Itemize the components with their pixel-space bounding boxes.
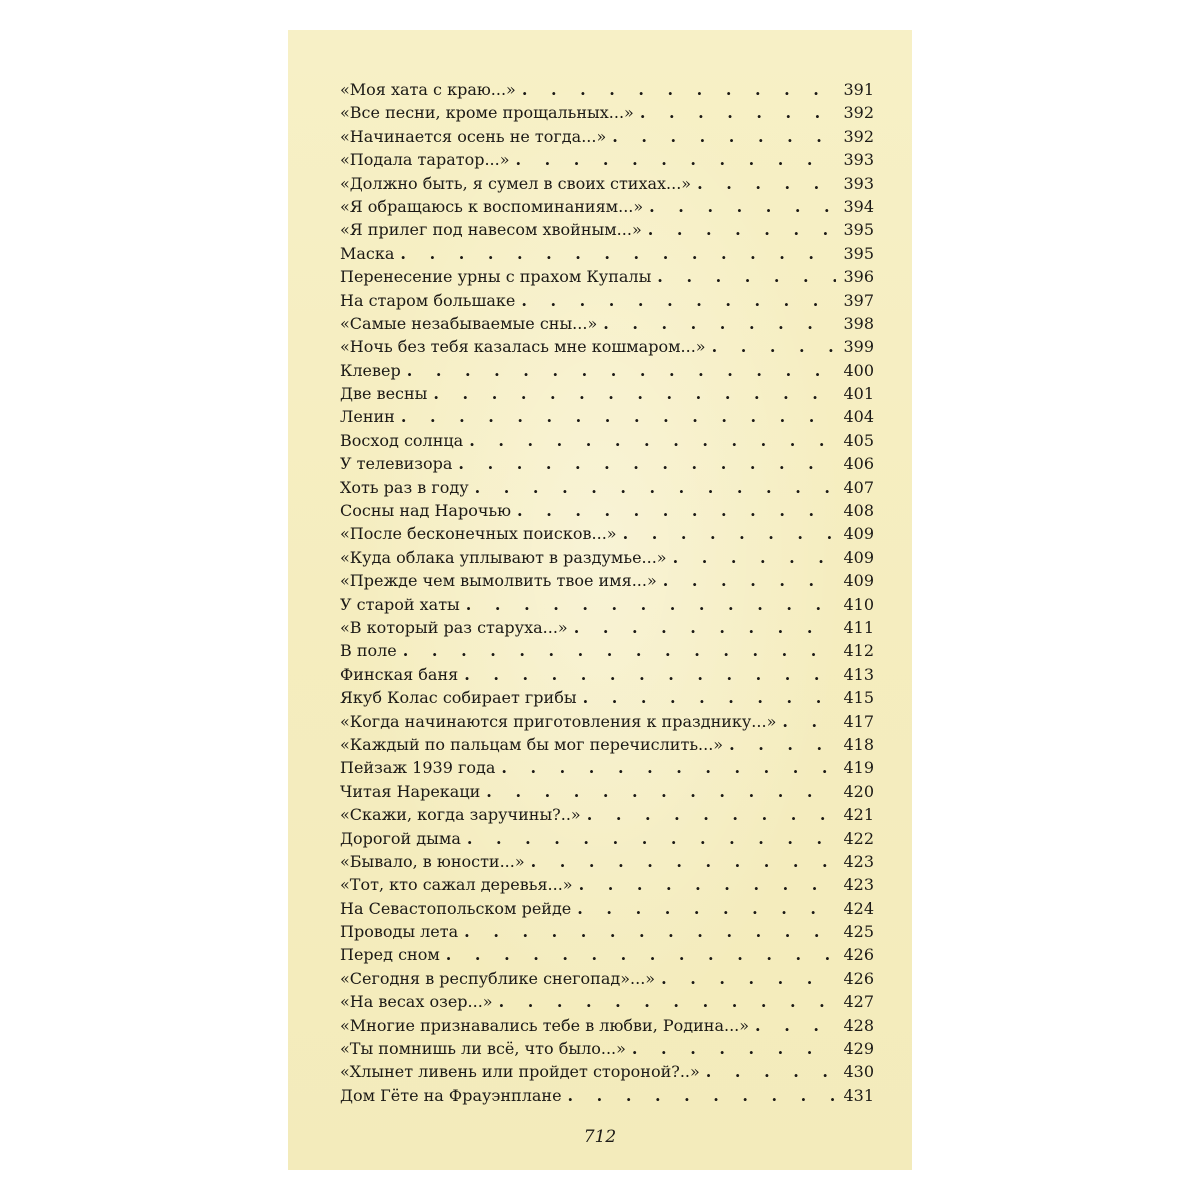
dot-leader bbox=[649, 195, 836, 218]
toc-entry bbox=[340, 663, 874, 686]
toc-entry bbox=[340, 476, 874, 499]
dot-leader bbox=[407, 359, 836, 382]
dot-leader bbox=[501, 756, 836, 779]
toc-entry-page: 418 bbox=[843, 734, 874, 754]
dot-leader bbox=[446, 943, 836, 966]
dot-leader bbox=[577, 897, 836, 920]
dot-leader bbox=[729, 733, 836, 756]
toc-entry bbox=[340, 1014, 874, 1037]
toc-entry-page: 395 bbox=[843, 220, 874, 240]
dot-leader bbox=[522, 78, 836, 101]
dot-leader bbox=[661, 967, 836, 990]
toc-entry-title: «Самые незабываемые сны...» bbox=[340, 313, 598, 333]
toc-entry bbox=[340, 780, 874, 803]
toc-entry-title: В поле bbox=[340, 641, 397, 661]
toc-entry-title: Дорогой дыма bbox=[340, 828, 461, 848]
dot-leader bbox=[755, 1014, 836, 1037]
toc-entry bbox=[340, 335, 874, 358]
dot-leader bbox=[657, 265, 836, 288]
toc-entry-page: 413 bbox=[843, 664, 874, 684]
toc-entry-title: Клевер bbox=[340, 360, 401, 380]
toc-entry bbox=[340, 593, 874, 616]
toc-entry bbox=[340, 125, 874, 148]
dot-leader bbox=[469, 429, 836, 452]
toc-entry bbox=[340, 265, 874, 288]
toc-entry-page: 400 bbox=[843, 360, 874, 380]
toc-entry bbox=[340, 1060, 874, 1083]
toc-entry-title: Две весны bbox=[340, 384, 428, 404]
toc-entry-title: «Начинается осень не тогда...» bbox=[340, 126, 607, 146]
toc-entry bbox=[340, 382, 874, 405]
dot-leader bbox=[466, 593, 836, 616]
toc-entry-page: 412 bbox=[843, 641, 874, 661]
toc-entry-title: Проводы лета bbox=[340, 922, 459, 942]
toc-entry-title: «Ты помнишь ли всё, что было...» bbox=[340, 1039, 626, 1059]
toc-entry bbox=[340, 218, 874, 241]
toc-entry-page: 399 bbox=[843, 337, 874, 357]
toc-entry-title: «Бывало, в юности...» bbox=[340, 851, 525, 871]
toc-entry-title: «На весах озер...» bbox=[340, 992, 493, 1012]
toc-entry-page: 406 bbox=[843, 454, 874, 474]
dot-leader bbox=[516, 148, 837, 171]
toc-entry-title: «Моя хата с краю...» bbox=[340, 80, 516, 99]
toc-entry-title: Ленин bbox=[340, 407, 395, 427]
dot-leader bbox=[623, 522, 836, 545]
toc-entry bbox=[340, 990, 874, 1013]
toc-entry-title: У телевизора bbox=[340, 454, 453, 474]
toc-entry bbox=[340, 897, 874, 920]
toc-entry-page: 419 bbox=[843, 758, 874, 778]
toc-entry bbox=[340, 289, 874, 312]
toc-entry-title: Финская баня bbox=[340, 664, 459, 684]
toc-entry-page: 426 bbox=[843, 968, 874, 988]
dot-leader bbox=[458, 452, 836, 475]
toc-entry bbox=[340, 195, 874, 218]
toc-entry bbox=[340, 873, 874, 896]
dot-leader bbox=[499, 990, 836, 1013]
toc-entry bbox=[340, 1037, 874, 1060]
toc-entry-title: «Тот, кто сажал деревья...» bbox=[340, 875, 573, 895]
toc-entry-title: «Сегодня в республике снегопад»...» bbox=[340, 968, 656, 988]
toc-entry bbox=[340, 148, 874, 171]
toc-entry-title: Читая Нарекаци bbox=[340, 781, 481, 801]
dot-leader bbox=[712, 335, 836, 358]
toc-entry-title: «Каждый по пальцам бы мог перечислить...» bbox=[340, 734, 724, 754]
toc-entry-title: «Все песни, кроме прощальных...» bbox=[340, 103, 634, 123]
toc-entry-title: «Многие признавались тебе в любви, Родина...» bbox=[340, 1015, 750, 1035]
toc-entry-page: 431 bbox=[843, 1085, 874, 1105]
dot-leader bbox=[632, 1037, 836, 1060]
toc-entry-title: «Ночь без тебя казалась мне кошмаром...» bbox=[340, 337, 706, 357]
toc-entry-page: 420 bbox=[843, 781, 874, 801]
dot-leader bbox=[640, 101, 836, 124]
toc-entry-page: 391 bbox=[843, 80, 874, 99]
toc-entry-page: 392 bbox=[843, 103, 874, 123]
toc-entry bbox=[340, 546, 874, 569]
toc-entry bbox=[340, 312, 874, 335]
toc-entry bbox=[340, 242, 874, 265]
toc-entry-title: Маска bbox=[340, 243, 395, 263]
toc-entry bbox=[340, 172, 874, 195]
toc-entry-title: На старом большаке bbox=[340, 290, 516, 310]
dot-leader bbox=[579, 873, 836, 896]
toc-entry-page: 423 bbox=[843, 875, 874, 895]
toc-entry-title: «Куда облака уплывают в раздумье...» bbox=[340, 547, 667, 567]
toc-entry-page: 409 bbox=[843, 547, 874, 567]
dot-leader bbox=[583, 686, 836, 709]
toc-entry bbox=[340, 522, 874, 545]
toc-entry-page: 395 bbox=[843, 243, 874, 263]
toc-entry-page: 422 bbox=[843, 828, 874, 848]
toc-entry-title: Пейзаж 1939 года bbox=[340, 758, 496, 778]
toc-entry-page: 410 bbox=[843, 594, 874, 614]
toc-entry-page: 393 bbox=[843, 173, 874, 193]
dot-leader bbox=[433, 382, 836, 405]
toc-entry-title: «Прежде чем вымолвить твое имя...» bbox=[340, 571, 657, 591]
toc-entry-title: «Я прилег под навесом хвойным...» bbox=[340, 220, 642, 240]
toc-entry-title: «Когда начинаются приготовления к празднику...» bbox=[340, 711, 777, 731]
toc-entry-title: Перенесение урны с прахом Купалы bbox=[340, 267, 652, 287]
toc-entry-page: 415 bbox=[843, 688, 874, 708]
toc-entry bbox=[340, 803, 874, 826]
dot-leader bbox=[486, 780, 836, 803]
toc-entry bbox=[340, 1084, 874, 1107]
toc-entry-title: Дом Гёте на Фрауэнплане bbox=[340, 1085, 562, 1105]
toc-entry bbox=[340, 827, 874, 850]
toc-entry-page: 428 bbox=[843, 1015, 874, 1035]
dot-leader bbox=[401, 405, 836, 428]
toc-entry bbox=[340, 920, 874, 943]
dot-leader bbox=[467, 827, 836, 850]
toc-entry-page: 392 bbox=[843, 126, 874, 146]
dot-leader bbox=[400, 242, 836, 265]
toc-entry-title: «В который раз старуха...» bbox=[340, 617, 568, 637]
toc-entry bbox=[340, 569, 874, 592]
toc-entry bbox=[340, 359, 874, 382]
dot-leader bbox=[663, 569, 836, 592]
dot-leader bbox=[648, 218, 836, 241]
toc-entry bbox=[340, 616, 874, 639]
toc-entry bbox=[340, 101, 874, 124]
toc-entry-page: 398 bbox=[843, 313, 874, 333]
dot-leader bbox=[603, 312, 836, 335]
toc-entry-title: Перед сном bbox=[340, 945, 440, 965]
toc-entry bbox=[340, 756, 874, 779]
toc-entry bbox=[340, 405, 874, 428]
dot-leader bbox=[568, 1084, 836, 1107]
toc-entry-page: 429 bbox=[843, 1039, 874, 1059]
toc-entry-title: «Я обращаюсь к воспоминаниям...» bbox=[340, 196, 644, 216]
toc-entry-title: На Севастопольском рейде bbox=[340, 898, 572, 918]
toc-entry-page: 409 bbox=[843, 524, 874, 544]
dot-leader bbox=[517, 499, 836, 522]
toc-entry-page: 393 bbox=[843, 150, 874, 170]
toc-entry-title: У старой хаты bbox=[340, 594, 460, 614]
page-number: 712 bbox=[583, 1127, 617, 1147]
toc-entry bbox=[340, 429, 874, 452]
toc-entry bbox=[340, 733, 874, 756]
toc-entry-page: 408 bbox=[843, 501, 874, 521]
toc-entry-page: 421 bbox=[843, 805, 874, 825]
toc-entry bbox=[340, 943, 874, 966]
table-of-contents bbox=[340, 78, 874, 1107]
toc-entry bbox=[340, 78, 874, 101]
toc-entry-page: 405 bbox=[843, 430, 874, 450]
toc-entry bbox=[340, 499, 874, 522]
toc-entry-title: Якуб Колас собирает грибы bbox=[340, 688, 577, 708]
dot-leader bbox=[706, 1060, 836, 1083]
toc-entry-title: «После бесконечных поисков...» bbox=[340, 524, 617, 544]
toc-entry-page: 394 bbox=[843, 196, 874, 216]
toc-entry-page: 396 bbox=[843, 267, 874, 287]
toc-entry-page: 426 bbox=[843, 945, 874, 965]
dot-leader bbox=[574, 616, 836, 639]
toc-entry-page: 424 bbox=[843, 898, 874, 918]
book-page bbox=[288, 30, 912, 1170]
dot-leader bbox=[697, 172, 836, 195]
toc-entry bbox=[340, 452, 874, 475]
toc-entry bbox=[340, 967, 874, 990]
dot-leader bbox=[403, 639, 836, 662]
dot-leader bbox=[521, 289, 836, 312]
toc-entry bbox=[340, 710, 874, 733]
toc-entry bbox=[340, 639, 874, 662]
toc-entry-page: 409 bbox=[843, 571, 874, 591]
dot-leader bbox=[475, 476, 836, 499]
toc-entry-title: «Должно быть, я сумел в своих стихах...» bbox=[340, 173, 692, 193]
dot-leader bbox=[673, 546, 836, 569]
toc-entry-page: 404 bbox=[843, 407, 874, 427]
toc-entry-page: 407 bbox=[843, 477, 874, 497]
toc-entry-page: 417 bbox=[843, 711, 874, 731]
toc-entry-page: 401 bbox=[843, 384, 874, 404]
toc-entry-title: Сосны над Нарочью bbox=[340, 501, 512, 521]
dot-leader bbox=[782, 710, 836, 733]
dot-leader bbox=[464, 663, 836, 686]
toc-entry-title: Восход солнца bbox=[340, 430, 464, 450]
dot-leader bbox=[464, 920, 836, 943]
dot-leader bbox=[531, 850, 836, 873]
toc-entry-page: 425 bbox=[843, 922, 874, 942]
toc-entry-page: 411 bbox=[843, 617, 874, 637]
dot-leader bbox=[612, 125, 836, 148]
toc-entry-title: Хоть раз в году bbox=[340, 477, 469, 497]
toc-entry-page: 423 bbox=[843, 851, 874, 871]
toc-entry-title: «Хлынет ливень или пройдет стороной?..» bbox=[340, 1062, 700, 1082]
toc-entry bbox=[340, 850, 874, 873]
toc-entry-page: 427 bbox=[843, 992, 874, 1012]
dot-leader bbox=[587, 803, 836, 826]
toc-entry-title: «Скажи, когда заручины?..» bbox=[340, 805, 581, 825]
toc-entry-title: «Подала таратор...» bbox=[340, 150, 510, 170]
toc-entry bbox=[340, 686, 874, 709]
toc-entry-page: 430 bbox=[843, 1062, 874, 1082]
toc-entry-page: 397 bbox=[843, 290, 874, 310]
